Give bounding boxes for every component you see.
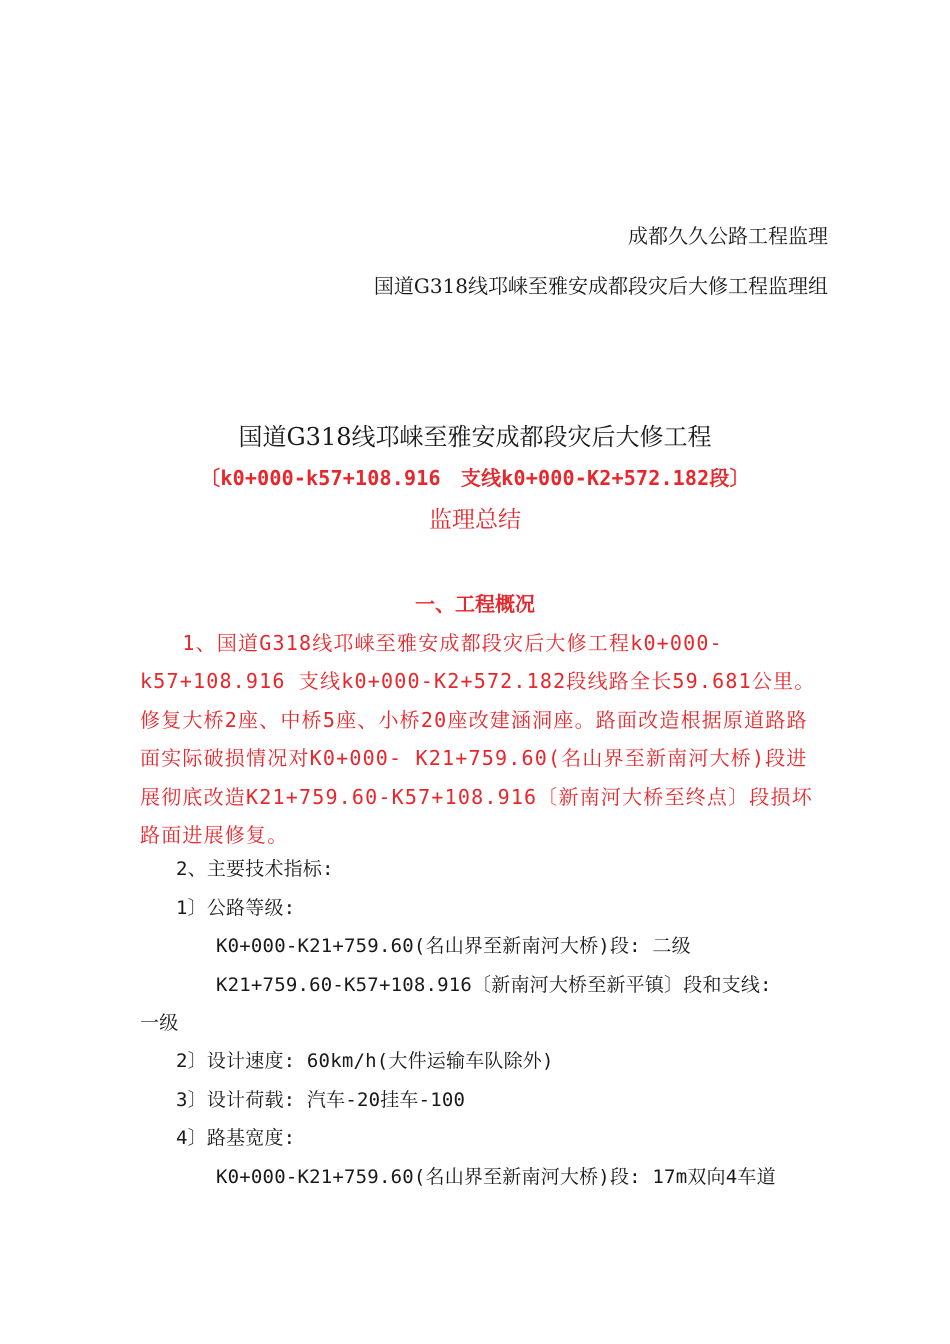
roadbed-width-segment-1: K0+000-K21+759.60(名山界至新南河大桥)段: 17m双向4车道 — [216, 1166, 776, 1188]
document-subtitle-range: 〔k0+000-k57+108.916 支线k0+000-K2+572.182段〕 — [200, 466, 750, 490]
design-speed: 2〕设计速度: 60km/h(大件运输车队除外) — [176, 1050, 554, 1072]
project-overview-paragraph: 1、国道G318线邛崃至雅安成都段灾后大修工程k0+000-k57+108.916 支线k0+000-K2+572.182段线路全长59.681公里。修复大桥2座、中桥5座、小桥20座改建涵洞座。路面改造根据原道路路面实际破损情况对K0+000- K21+759.60(名山界至新南河大桥)段进展彻底改造K21+759.60-K57+108.916〔新南河大桥至终点〕段损坏路面进展修复。 — [140, 631, 816, 848]
road-grade-segment-2-cont: 一级 — [140, 1012, 179, 1034]
road-grade-label: 1〕公路等级: — [176, 897, 296, 919]
tech-indicators-heading: 2、主要技术指标: — [176, 858, 334, 880]
document-subtitle-summary: 监理总结 — [429, 507, 521, 533]
company-name: 成都久久公路工程监理 — [628, 224, 828, 248]
roadbed-width-label: 4〕路基宽度: — [176, 1127, 296, 1149]
design-load: 3〕设计荷载: 汽车-20挂车-100 — [176, 1089, 466, 1111]
section-heading: 一、工程概况 — [415, 592, 535, 616]
supervision-group: 国道G318线邛崃至雅安成都段灾后大修工程监理组 — [373, 274, 828, 298]
road-grade-segment-1: K0+000-K21+759.60(名山界至新南河大桥)段: 二级 — [216, 935, 691, 957]
road-grade-segment-2: K21+759.60-K57+108.916〔新南河大桥至新平镇〕段和支线: — [216, 974, 772, 996]
document-title: 国道G318线邛崃至雅安成都段灾后大修工程 — [238, 423, 712, 451]
